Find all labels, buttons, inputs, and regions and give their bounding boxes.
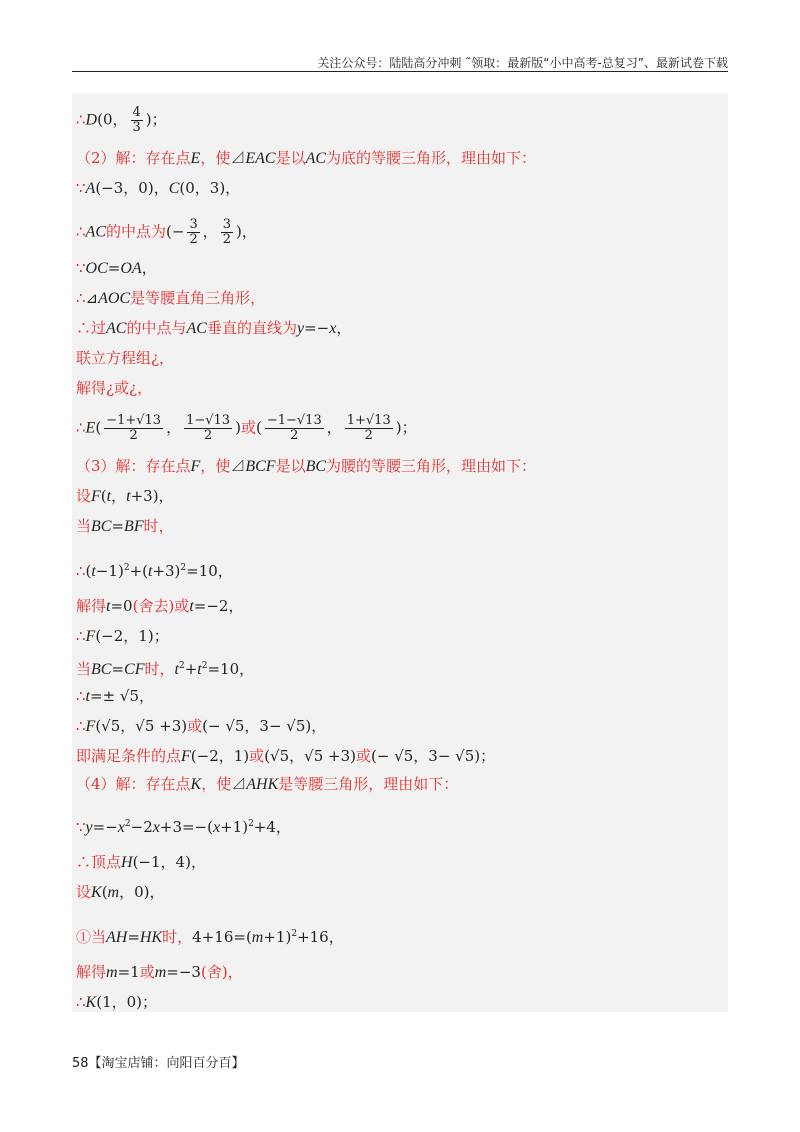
line-7: ∴过AC的中点与AC垂直的直线为y=−x， bbox=[76, 319, 352, 337]
line-18: ∴t=± √5， bbox=[76, 687, 155, 705]
line-19: ∴F(√5，√5 +3)或(− √5，3− √5)， bbox=[76, 717, 327, 735]
page-footer: 58【淘宝店铺：向阳百分百】 bbox=[72, 1056, 245, 1071]
line-20: 即满足条件的点F(−2，1)或(√5，√5 +3)或(− √5，3− √5)； bbox=[76, 747, 496, 765]
line-11: （3）解：存在点F，使⊿BCF是以BC为腰的等腰三角形，理由如下： bbox=[76, 457, 537, 475]
line-13: 当BC=BF时， bbox=[76, 517, 174, 535]
line-22: $\because y=-x^2-2x+3=-(x+1)^2+4$， bbox=[76, 818, 291, 836]
line-25: ①当AH=HK时，$4+16=(m+1)^2+16$， bbox=[76, 928, 344, 946]
line-3: ∵A(−3，0)，C(0，3)， bbox=[76, 179, 241, 197]
line-16: ∴F(−2，1)； bbox=[76, 627, 169, 645]
line-12: 设F(t，t+3)， bbox=[76, 487, 174, 505]
line-21: （4）解：存在点K，使⊿AHK是等腰三角形，理由如下： bbox=[76, 775, 459, 793]
line-1: ∴D(0， $\frac{4}{3}$ )； bbox=[76, 105, 167, 135]
line-15: 解得t=0(舍去)或t=−2， bbox=[76, 597, 244, 615]
line-14: $\therefore(t-1)^2+(t+3)^2=10$， bbox=[76, 562, 233, 580]
line-24: 设K(m，0)， bbox=[76, 883, 165, 901]
line-17: 当BC=CF时，$t^2+t^2=10$， bbox=[76, 660, 255, 678]
line-10: ∴E( $\frac{-1+√13}{2}$ ， $\frac{1-√13}{2}$ )或( $\frac{-1-√13}{2}$ ， $\frac{1+√13}{2}$ )； bbox=[76, 413, 417, 443]
header-rule bbox=[72, 71, 728, 72]
line-6: ∴⊿AOC是等腰直角三角形， bbox=[76, 289, 266, 307]
line-4: ∴AC的中点为(− $\frac{3}{2}$ ， $\frac{3}{2}$ )， bbox=[76, 217, 257, 247]
line-27: ∴K(1，0)； bbox=[76, 993, 158, 1011]
line-8: 联立方程组¿， bbox=[76, 349, 175, 367]
line-5: ∵OC=OA， bbox=[76, 259, 157, 277]
page-header: 关注公众号：陆陆高分冲刺 ˜领取：最新版“小中高考-总复习”、最新试卷下载 bbox=[317, 56, 728, 70]
line-2: （2）解：存在点E，使⊿EAC是以AC为底的等腰三角形，理由如下： bbox=[76, 149, 537, 167]
line-26: 解得m=1或m=−3(舍)， bbox=[76, 963, 243, 981]
line-23: ∴顶点H(−1，4)， bbox=[76, 853, 206, 871]
line-9: 解得¿或¿， bbox=[76, 379, 153, 397]
